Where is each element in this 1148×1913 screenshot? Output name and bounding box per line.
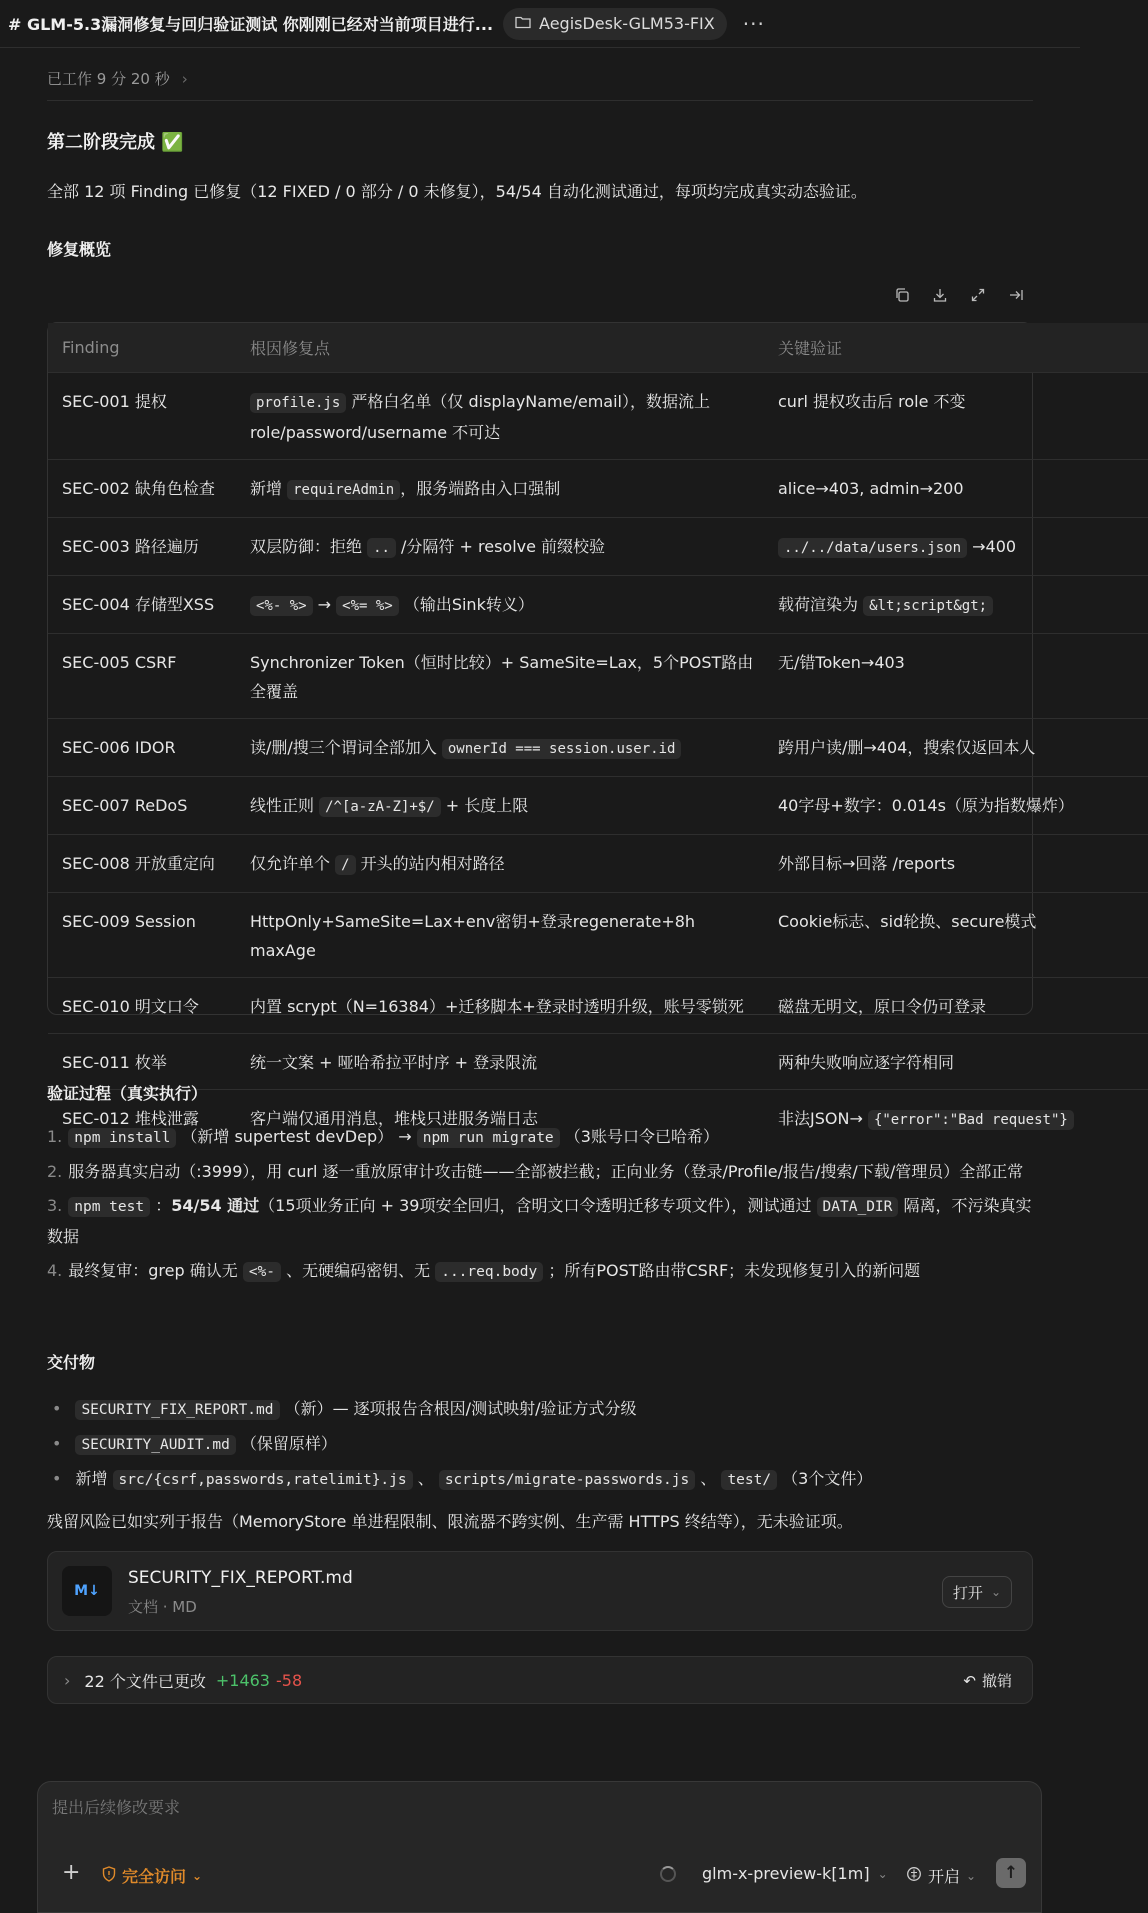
undo-icon: ↶ xyxy=(963,1671,976,1690)
table-row xyxy=(48,633,1148,718)
verify-cell xyxy=(764,575,1148,633)
table-actions xyxy=(893,286,1025,304)
overview-heading: 修复概览 xyxy=(47,240,112,259)
inline-code: {"error":"Bad request"} xyxy=(868,1110,1074,1130)
inline-code: <%- %> xyxy=(250,596,313,616)
fix-cell xyxy=(236,372,764,459)
table-row xyxy=(48,776,1148,834)
inline-code: ...req.body xyxy=(435,1262,543,1282)
inline-code: requireAdmin xyxy=(287,480,400,500)
folder-icon xyxy=(515,14,531,33)
inline-code: ../../data/users.json xyxy=(778,538,967,558)
bold-text: 54/54 通过 xyxy=(171,1196,260,1215)
cell-text: /分隔符 + resolve 前缀校验 xyxy=(395,536,606,556)
table-row xyxy=(48,459,1148,517)
finding-cell: SEC-010 明文口令 xyxy=(48,977,236,1033)
finding-cell: SEC-006 IDOR xyxy=(48,718,236,776)
verify-cell xyxy=(764,1033,1148,1089)
inline-code: profile.js xyxy=(250,393,346,413)
text: ： xyxy=(150,1196,172,1215)
chevron-down-icon: ⌄ xyxy=(990,1585,1001,1599)
model-label: glm-x-preview-k[1m] xyxy=(702,1864,870,1883)
fix-cell xyxy=(236,834,764,892)
cell-text: → xyxy=(312,594,337,614)
copy-icon[interactable] xyxy=(893,286,911,304)
inline-code: / xyxy=(335,855,355,875)
text: （保留原样） xyxy=(235,1434,337,1453)
thinking-label: 开启 xyxy=(928,1867,961,1886)
top-bar xyxy=(0,0,1080,48)
bullet-icon: • xyxy=(52,1434,62,1453)
text: 最终复审：grep 确认无 xyxy=(68,1261,243,1280)
column-header: 关键验证 xyxy=(764,323,1148,372)
access-mode-button[interactable] xyxy=(102,1864,202,1887)
cell-text: 双层防御：拒绝 xyxy=(250,536,368,556)
summary-text: 全部 12 项 Finding 已修复（12 FIXED / 0 部分 / 0 未修复），54/54 自动化测试通过，每项均完成真实动态验证。 xyxy=(47,182,867,201)
cell-text: 仅允许单个 xyxy=(250,853,336,873)
table-row xyxy=(48,718,1148,776)
deliverables-heading: 交付物 xyxy=(47,1353,96,1372)
markdown-file-icon: M↓ xyxy=(62,1566,112,1616)
finding-cell: SEC-003 路径遍历 xyxy=(48,517,236,575)
finding-cell: SEC-002 缺角色检查 xyxy=(48,459,236,517)
text: 新增 xyxy=(75,1469,113,1488)
inline-code: .. xyxy=(367,538,396,558)
bullet-icon: • xyxy=(52,1399,62,1418)
deliverables-list xyxy=(52,1392,872,1497)
text: 、 xyxy=(695,1469,722,1488)
fix-cell xyxy=(236,892,764,977)
cell-text: curl 提权攻击后 role 不变 xyxy=(778,391,966,411)
finding-cell: SEC-005 CSRF xyxy=(48,633,236,718)
deliverable-item xyxy=(52,1392,872,1427)
finding-cell: SEC-001 提权 xyxy=(48,372,236,459)
thinking-toggle[interactable] xyxy=(906,1864,976,1887)
text: （3账号口令已哈希） xyxy=(559,1127,719,1146)
text: 服务器真实启动（:3999），用 curl 逐一重放原审计攻击链——全部被拦截；正向业务（登录/Profile/报告/搜索/下载/管理员）全部正常 xyxy=(68,1162,1024,1181)
verify-cell xyxy=(764,776,1148,834)
cell-text: 无/错Token→403 xyxy=(778,652,905,672)
cell-text: 统一文案 + 哑哈希拉平时序 + 登录限流 xyxy=(250,1052,538,1072)
bullet-icon: • xyxy=(52,1469,62,1488)
stage-heading: 第二阶段完成 ✅ xyxy=(47,132,184,153)
verify-step xyxy=(47,1191,1037,1252)
verify-steps xyxy=(47,1122,1037,1291)
conversation-title[interactable]: # GLM-5.3漏洞修复与回归验证测试 你刚刚已经对当前项目进行... xyxy=(8,15,494,34)
worked-duration-label: 已工作 9 分 20 秒 xyxy=(47,70,170,88)
verify-cell xyxy=(764,517,1148,575)
inline-code: /^[a-zA-Z]+$/ xyxy=(319,797,441,817)
more-menu-icon[interactable]: ··· xyxy=(742,11,765,36)
send-button[interactable] xyxy=(996,1858,1026,1888)
fix-cell xyxy=(236,718,764,776)
chevron-right-icon: › xyxy=(64,1670,71,1690)
verify-cell xyxy=(764,372,1148,459)
text: 隔离，不污染真实数据 xyxy=(47,1196,1032,1246)
verify-heading: 验证过程（真实执行） xyxy=(47,1084,208,1103)
access-mode-label: 完全访问 xyxy=(122,1867,187,1886)
verify-step xyxy=(47,1157,1037,1187)
text: 、无硬编码密钥、无 xyxy=(281,1261,436,1280)
changes-label: 22 个文件已更改 xyxy=(84,1671,206,1691)
cell-text: 读/删/搜三个谓词全部加入 xyxy=(250,737,442,757)
cell-text: 磁盘无明文，原口令仍可登录 xyxy=(778,996,987,1016)
download-icon[interactable] xyxy=(931,286,949,304)
deliverable-item xyxy=(52,1427,872,1462)
cell-text: + 长度上限 xyxy=(440,795,529,815)
inline-code: <%- xyxy=(243,1262,281,1282)
table-row xyxy=(48,372,1148,459)
chevron-down-icon: ⌄ xyxy=(966,1868,977,1883)
verify-cell xyxy=(764,459,1148,517)
cell-text: ，服务端路由入口强制 xyxy=(400,478,561,498)
undo-label: 撤销 xyxy=(981,1672,1012,1690)
worked-duration[interactable] xyxy=(47,68,188,89)
finding-cell: SEC-012 堆栈泄露 xyxy=(48,1089,236,1147)
table-row xyxy=(48,892,1148,977)
step-number: 3. xyxy=(47,1196,63,1215)
verify-cell xyxy=(764,977,1148,1033)
column-header: 根因修复点 xyxy=(236,323,764,372)
cell-text: 跨用户读/删→404，搜索仅返回本人 xyxy=(778,737,1036,757)
table-row xyxy=(48,517,1148,575)
table-row xyxy=(48,575,1148,633)
model-selector[interactable] xyxy=(702,1864,888,1883)
cell-text: 线性正则 xyxy=(250,795,320,815)
column-header: Finding xyxy=(48,323,236,372)
file-card[interactable] xyxy=(47,1551,1033,1631)
cell-text: 载荷渲染为 xyxy=(778,594,864,614)
finding-cell: SEC-011 枚举 xyxy=(48,1033,236,1089)
residual-risk-text: 残留风险已如实列于报告（MemoryStore 单进程限制、限流器不跨实例、生产需 HTTPS 终结等），无未验证项。 xyxy=(47,1512,853,1531)
cell-text: 客户端仅通用消息，堆栈只进服务端日志 xyxy=(250,1108,539,1128)
cell-text: alice→403, admin→200 xyxy=(778,478,964,498)
plus-icon[interactable]: + xyxy=(62,1860,81,1885)
table-header-row xyxy=(48,323,1148,372)
chevron-right-icon: › xyxy=(181,69,188,88)
cell-text: 新增 xyxy=(250,478,288,498)
fix-cell xyxy=(236,459,764,517)
shield-icon xyxy=(102,1866,116,1886)
inline-code: ownerId === session.user.id xyxy=(442,739,682,759)
deliverable-item xyxy=(52,1462,872,1497)
file-meta: 文档 · MD xyxy=(128,1598,197,1616)
project-chip[interactable] xyxy=(503,8,727,40)
table-row xyxy=(48,977,1148,1033)
fix-cell xyxy=(236,517,764,575)
fix-cell xyxy=(236,977,764,1033)
export-icon[interactable] xyxy=(1007,286,1025,304)
file-name: SECURITY_FIX_REPORT.md xyxy=(128,1568,353,1588)
inline-code: test/ xyxy=(721,1470,777,1490)
expand-icon[interactable] xyxy=(969,286,987,304)
cell-text: 开头的站内相对路径 xyxy=(355,853,505,873)
open-button[interactable] xyxy=(942,1576,1012,1608)
cell-text: 40字母+数字：0.014s（原为指数爆炸） xyxy=(778,795,1074,815)
text: 、 xyxy=(412,1469,439,1488)
loading-spinner-icon xyxy=(660,1866,676,1882)
inline-code: npm install xyxy=(68,1128,176,1148)
inline-code: npm test xyxy=(68,1197,150,1217)
cell-text: 非法JSON→ xyxy=(778,1108,868,1128)
open-button-label: 打开 xyxy=(952,1583,983,1602)
followup-input[interactable] xyxy=(52,1798,1012,1817)
verify-cell xyxy=(764,834,1148,892)
finding-cell: SEC-008 开放重定向 xyxy=(48,834,236,892)
cell-text: Cookie标志、sid轮换、secure模式 xyxy=(778,911,1037,931)
finding-cell: SEC-007 ReDoS xyxy=(48,776,236,834)
verify-cell xyxy=(764,633,1148,718)
lines-removed: -58 xyxy=(275,1670,303,1690)
inline-code: SECURITY_AUDIT.md xyxy=(75,1435,235,1455)
finding-cell: SEC-004 存储型XSS xyxy=(48,575,236,633)
cell-text: 严格白名单（仅 displayName/email），数据流上 role/password/username 不可达 xyxy=(250,391,711,442)
fix-cell xyxy=(236,633,764,718)
verify-step xyxy=(47,1256,1037,1287)
composer xyxy=(37,1781,1042,1913)
divider xyxy=(47,100,1033,101)
inline-code: &lt;script&gt; xyxy=(863,596,993,616)
lines-added: +1463 xyxy=(215,1670,270,1690)
inline-code: src/{csrf,passwords,ratelimit}.js xyxy=(113,1470,413,1490)
inline-code: scripts/migrate-passwords.js xyxy=(439,1470,695,1490)
table-row xyxy=(48,834,1148,892)
brain-icon xyxy=(906,1866,922,1886)
verify-step xyxy=(47,1122,1037,1153)
undo-button[interactable] xyxy=(963,1670,1012,1691)
finding-cell: SEC-009 Session xyxy=(48,892,236,977)
cell-text: 两种失败响应逐字符相同 xyxy=(778,1052,955,1072)
verify-cell xyxy=(764,892,1148,977)
inline-code: npm run migrate xyxy=(417,1128,560,1148)
cell-text: →400 xyxy=(967,536,1017,556)
fix-cell xyxy=(236,776,764,834)
cell-text: 内置 scrypt（N=16384）+迁移脚本+登录时透明升级，账号零锁死 xyxy=(250,996,744,1016)
fix-cell xyxy=(236,575,764,633)
inline-code: DATA_DIR xyxy=(817,1197,899,1217)
arrow-up-icon: ↑ xyxy=(1003,1863,1019,1883)
step-number: 2. xyxy=(47,1162,63,1181)
inline-code: <%= %> xyxy=(336,596,399,616)
cell-text: （输出Sink转义） xyxy=(398,594,534,614)
fix-cell xyxy=(236,1033,764,1089)
text: （15项业务正向 + 39项安全回归，含明文口令透明迁移专项文件），测试通过 xyxy=(259,1196,817,1215)
project-name: AegisDesk-GLM53-FIX xyxy=(539,14,715,33)
chevron-down-icon: ⌄ xyxy=(192,1868,203,1883)
table-row xyxy=(48,1033,1148,1089)
verify-cell xyxy=(764,718,1148,776)
cell-text: HttpOnly+SameSite=Lax+env密钥+登录regenerate+8h maxAge xyxy=(250,911,696,960)
step-number: 4. xyxy=(47,1261,63,1280)
changes-summary[interactable] xyxy=(47,1656,1033,1704)
text: （新增 supertest devDep） → xyxy=(176,1127,417,1146)
text: （3个文件） xyxy=(777,1469,873,1488)
text: （新）— 逐项报告含根因/测试映射/验证方式分级 xyxy=(279,1399,637,1418)
step-number: 1. xyxy=(47,1127,63,1146)
cell-text: Synchronizer Token（恒时比较）+ SameSite=Lax，5个POST路由全覆盖 xyxy=(250,652,754,701)
cell-text: 外部目标→回落 /reports xyxy=(778,853,956,873)
inline-code: SECURITY_FIX_REPORT.md xyxy=(75,1400,279,1420)
text: ；所有POST路由带CSRF；未发现修复引入的新问题 xyxy=(543,1261,921,1280)
chevron-down-icon: ⌄ xyxy=(877,1866,888,1881)
